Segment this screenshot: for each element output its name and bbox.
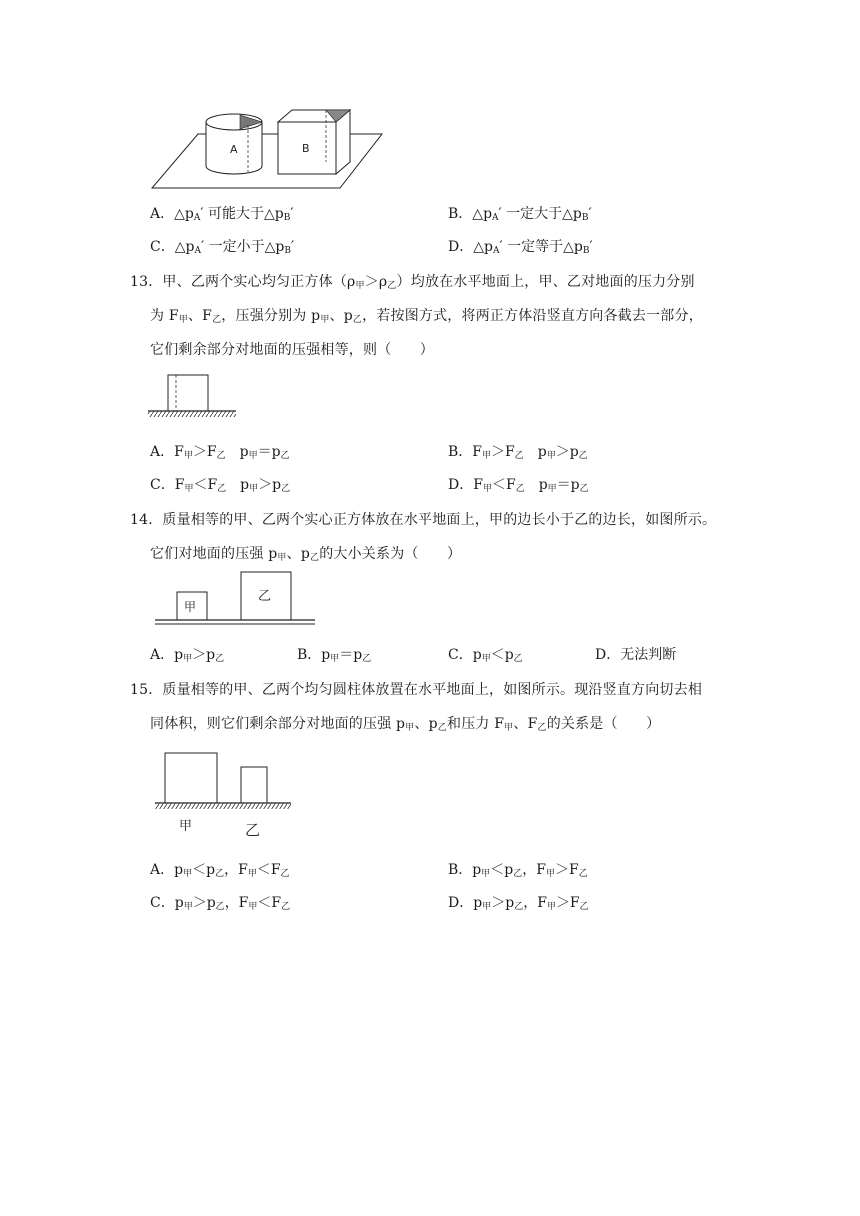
q15-line-1: 15．质量相等的甲、乙两个均匀圆柱体放置在水平地面上，如图所示。现沿竖直方向切去相 <box>130 682 703 698</box>
q15-label-jia: 甲 <box>179 819 193 834</box>
q13-option-b: B．$F_甲>F_乙$ $p_甲>p_乙$ <box>448 444 588 461</box>
q13-line-2: 为 $F_甲$、$F_乙$，压强分别为 $p_甲$、$p_乙$，若按图方式，将两正方体沿竖直方向各截去一部分， <box>150 308 703 325</box>
q12-figure <box>150 98 390 190</box>
q15-option-a: A．$p_甲<p_乙$，$F_甲<F_乙$ <box>150 862 290 879</box>
q13-line-1: 13．甲、乙两个实心均匀正方体$(\rho_甲>\rho_乙)$均放在水平地面上，甲、乙对地面的压力分别 <box>130 274 695 291</box>
q15-line-2: 同体积，则它们剩余部分对地面的压强 $p_甲$、$p_乙$和压力 $F_甲$、$F_乙$的关系是（ ） <box>150 716 661 733</box>
q13-figure <box>148 372 236 424</box>
q12-option-a: A．$\triangle p_A'$ 可能大于$\triangle p_B'$ <box>150 206 294 223</box>
q12-option-b: B．$\triangle p_A'$ 一定大于$\triangle p_B'$ <box>448 206 592 223</box>
q14-figure <box>155 570 315 626</box>
q14-option-d: D．无法判断 <box>595 647 677 663</box>
q14-option-b: B．$p_甲=p_乙$ <box>297 647 372 664</box>
q13-option-a: A．$F_甲>F_乙$ $p_甲=p_乙$ <box>150 444 290 461</box>
q14-option-a: A．$p_甲>p_乙$ <box>150 647 225 664</box>
q14-label-yi: 乙 <box>258 589 272 604</box>
q14-line-2: 它们对地面的压强 $p_甲$、$p_乙$的大小关系为（ ） <box>150 546 462 563</box>
q15-option-b: B．$p_甲<p_乙$，$F_甲>F_乙$ <box>448 862 588 879</box>
q14-label-jia: 甲 <box>184 600 197 614</box>
q13-option-d: D．$F_甲<F_乙$ $p_甲=p_乙$ <box>448 477 589 494</box>
q12-label-a: A <box>230 143 238 156</box>
q12-option-d: D．$\triangle p_A'$ 一定等于$\triangle p_B'$ <box>448 239 593 256</box>
q14-line-1: 14．质量相等的甲、乙两个实心正方体放在水平地面上，甲的边长小于乙的边长，如图所示。 <box>130 512 717 528</box>
q15-option-c: C．$p_甲>p_乙$，$F_甲<F_乙$ <box>150 895 291 912</box>
q15-label-yi: 乙 <box>245 821 261 839</box>
q14-option-c: C．$p_甲<p_乙$ <box>448 647 523 664</box>
q15-figure <box>155 750 295 840</box>
q12-option-c: C．$\triangle p_A'$ 一定小于$\triangle p_B'$ <box>150 239 295 256</box>
q13-line-3: 它们剩余部分对地面的压强相等，则（ ） <box>150 342 434 358</box>
q13-option-c: C．$F_甲<F_乙$ $p_甲>p_乙$ <box>150 477 291 494</box>
q15-option-d: D．$p_甲>p_乙$，$F_甲>F_乙$ <box>448 895 589 912</box>
q12-label-b: B <box>302 142 310 155</box>
